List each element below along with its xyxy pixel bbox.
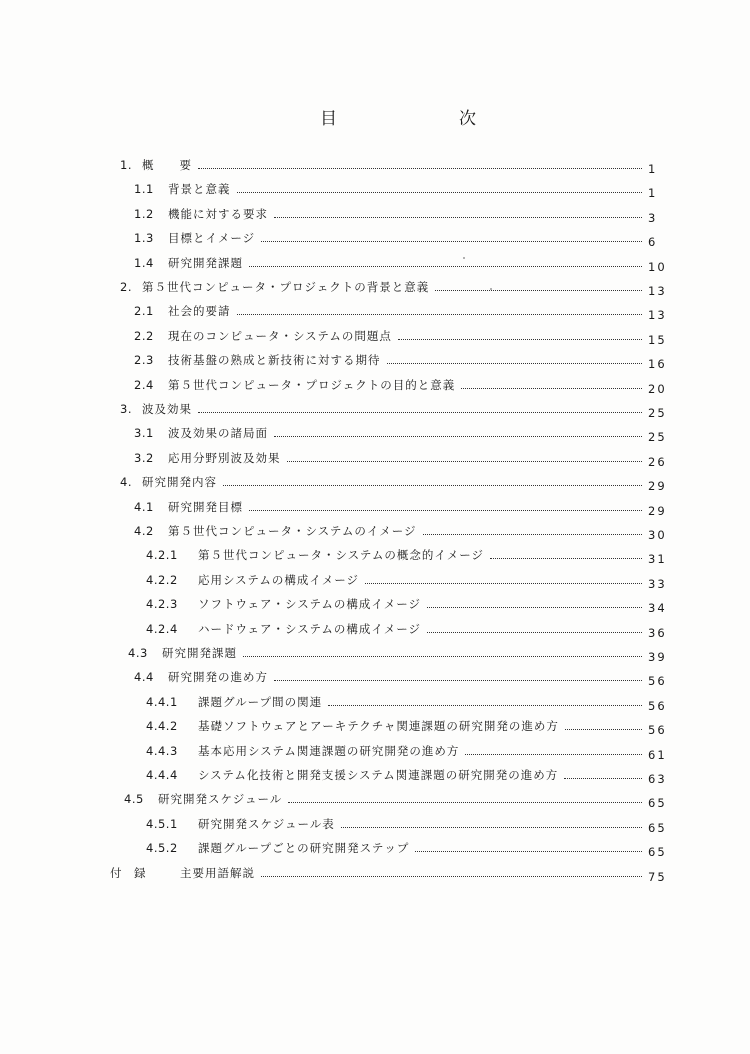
toc-entry[interactable] xyxy=(134,300,676,323)
toc-entry-label: ハードウェア・システムの構成イメージ xyxy=(198,621,422,636)
toc-entry-label: 課題グループ間の関連 xyxy=(198,694,323,709)
toc-entry[interactable] xyxy=(146,837,676,860)
toc-entry-page-number: 31 xyxy=(648,552,667,567)
dot-leader xyxy=(365,583,642,584)
toc-entry[interactable] xyxy=(134,325,676,347)
toc-entry-page-number: 25 xyxy=(648,406,667,420)
toc-entry-number: 4.2.3 xyxy=(146,597,178,612)
toc-entry-number: 4.5 xyxy=(124,792,144,807)
toc-entry[interactable] xyxy=(120,398,676,420)
toc-entry-page-number: 30 xyxy=(648,528,667,542)
toc-entry-label: 応用システムの構成イメージ xyxy=(198,572,360,587)
toc-entry[interactable] xyxy=(134,496,676,518)
toc-entry-number: 4.2.4 xyxy=(146,621,178,636)
toc-entry-number: 4.1 xyxy=(134,499,154,514)
toc-entry-label: システム化技術と開発支援システム関連課題の研究開発の進め方 xyxy=(198,768,559,782)
dot-leader xyxy=(427,632,642,633)
dot-leader xyxy=(274,217,642,218)
toc-entry-page-number: 3 xyxy=(648,210,658,225)
toc-entry-label: 第５世代コンピュータ・システムのイメージ xyxy=(168,524,417,538)
toc-entry-number: 1. xyxy=(120,158,132,172)
toc-entry-number: 3.2 xyxy=(134,450,154,465)
toc-entry-page-number: 34 xyxy=(648,601,667,616)
toc-entry-number: 2.4 xyxy=(134,377,154,392)
toc-entry-number: 3.1 xyxy=(134,426,154,441)
dot-leader xyxy=(274,680,642,681)
toc-entry-label: 概 要 xyxy=(142,158,192,172)
toc-entry[interactable] xyxy=(146,740,676,762)
toc-entry-page-number: 61 xyxy=(648,747,667,762)
title-char-2: 次 xyxy=(459,109,476,129)
toc-entry-page-number: 75 xyxy=(648,869,667,884)
dot-leader xyxy=(261,876,642,877)
toc-entry-page-number: 20 xyxy=(648,381,667,396)
toc-entry-number: 2. xyxy=(120,280,132,294)
dot-leader xyxy=(328,705,642,706)
toc-entry-page-number: 13 xyxy=(648,308,667,323)
toc-entry-number: 2.2 xyxy=(134,328,154,343)
toc-entry[interactable] xyxy=(146,569,676,591)
title-char-1: 目 xyxy=(320,109,337,129)
toc-entry-number: 4.4.2 xyxy=(146,719,178,734)
toc-entry-number: 4. xyxy=(120,475,132,490)
toc-entry[interactable] xyxy=(120,154,676,176)
toc-entry-number: 4.4.3 xyxy=(146,743,178,758)
toc-entry-label: 主要用語解説 xyxy=(180,865,255,880)
toc-entry[interactable] xyxy=(134,520,676,542)
dot-leader xyxy=(287,461,643,462)
toc-entry[interactable] xyxy=(134,203,676,225)
toc-entry-number: 1.3 xyxy=(134,231,154,246)
toc-entry-page-number: 65 xyxy=(648,796,667,811)
dot-leader xyxy=(465,754,642,755)
toc-entry-label: 波及効果の諸局面 xyxy=(168,426,268,441)
toc-entry-label: 技術基盤の熟成と新技術に対する期待 xyxy=(168,353,381,368)
toc-entry-label: 研究開発課題 xyxy=(162,646,237,660)
dot-leader xyxy=(223,485,642,486)
toc-entry[interactable] xyxy=(134,422,676,445)
dot-leader xyxy=(237,314,643,315)
dot-leader xyxy=(387,363,643,364)
toc-entry-page-number: 65 xyxy=(648,845,667,860)
toc-entry-page-number: 25 xyxy=(648,430,667,445)
toc-entry-label: 第５世代コンピュータ・プロジェクトの目的と意義 xyxy=(168,377,456,392)
toc-entry[interactable] xyxy=(134,666,676,689)
toc-entry-number: 3. xyxy=(120,402,132,416)
toc-entry-number: 2.1 xyxy=(134,304,154,319)
toc-entry-page-number: 56 xyxy=(648,674,667,689)
toc-entry-number: 4.2.1 xyxy=(146,548,178,563)
toc-entry-number: 付 録 xyxy=(110,865,146,880)
toc-entry-label: 機能に対する要求 xyxy=(168,206,268,221)
scan-speck xyxy=(490,288,492,290)
toc-entry-number: 4.5.2 xyxy=(146,841,178,856)
toc-entry-number: 4.5.1 xyxy=(146,816,178,831)
toc-entry-label: 背景と意義 xyxy=(168,182,231,197)
toc-entry-page-number: 36 xyxy=(648,625,667,640)
toc-entry-label: 研究開発スケジュール xyxy=(158,792,283,807)
toc-entry[interactable] xyxy=(120,276,676,298)
toc-entry-page-number: 29 xyxy=(648,479,667,494)
dot-leader xyxy=(249,510,642,511)
toc-entry[interactable] xyxy=(146,593,676,616)
toc-entry-number: 4.4 xyxy=(134,670,154,685)
toc-entry-label: 基礎ソフトウェアとアーキテクチャ関連課題の研究開発の進め方 xyxy=(198,719,559,734)
dot-leader xyxy=(198,168,642,169)
toc-entry[interactable] xyxy=(146,618,676,640)
toc-entry-label: 研究開発スケジュール表 xyxy=(198,816,335,831)
toc-entry-label: 基本応用システム関連課題の研究開発の進め方 xyxy=(198,743,460,758)
dot-leader xyxy=(415,851,642,852)
toc-entry-page-number: 6 xyxy=(648,235,658,250)
toc-entry-label: 社会的要請 xyxy=(168,304,231,319)
toc-entry-page-number: 26 xyxy=(648,454,667,469)
toc-entry-number: 1.2 xyxy=(134,206,154,221)
toc-entry-page-number: 39 xyxy=(648,650,667,664)
toc-entry-label: 研究開発課題 xyxy=(168,255,243,270)
dot-leader xyxy=(198,412,642,413)
toc-entry-page-number: 29 xyxy=(648,503,667,518)
dot-leader xyxy=(461,388,642,389)
toc-entry-page-number: 13 xyxy=(648,284,667,298)
toc-entry-label: 目標とイメージ xyxy=(168,231,256,246)
dot-leader xyxy=(565,729,642,730)
toc-entry-label: ソフトウェア・システムの構成イメージ xyxy=(198,597,422,612)
toc-entry-label: 応用分野別波及効果 xyxy=(168,450,281,465)
toc-entry[interactable] xyxy=(110,862,676,884)
toc-entry[interactable] xyxy=(146,691,676,713)
toc-entry[interactable] xyxy=(146,715,676,738)
dot-leader xyxy=(249,266,642,267)
toc-entry-number: 1.4 xyxy=(134,255,154,270)
dot-leader xyxy=(490,558,642,559)
toc-entry[interactable] xyxy=(134,374,676,396)
toc-entry-page-number: 1 xyxy=(648,186,658,201)
dot-leader xyxy=(274,436,642,437)
dot-leader xyxy=(398,339,642,340)
toc-entry[interactable] xyxy=(146,764,676,786)
toc-entry-page-number: 15 xyxy=(648,332,667,347)
toc-entry-label: 第５世代コンピュータ・プロジェクトの背景と意義 xyxy=(142,280,430,294)
toc-entry-label: 現在のコンピュータ・システムの問題点 xyxy=(168,328,392,343)
dot-leader xyxy=(423,534,642,535)
toc-entry[interactable] xyxy=(128,642,676,664)
dot-leader xyxy=(237,192,643,193)
toc-entry[interactable] xyxy=(146,544,676,567)
toc-entry-number: 4.2.2 xyxy=(146,572,178,587)
dot-leader xyxy=(435,290,642,291)
toc-entry-page-number: 1 xyxy=(648,162,658,176)
toc-entry-page-number: 65 xyxy=(648,820,667,835)
dot-leader xyxy=(341,827,642,828)
toc-entry[interactable] xyxy=(134,349,676,372)
toc-entry[interactable] xyxy=(134,178,676,201)
toc-entry-label: 波及効果 xyxy=(142,402,192,416)
toc-entry-label: 研究開発目標 xyxy=(168,499,243,514)
dot-leader xyxy=(261,241,642,242)
toc-entry-label: 第５世代コンピュータ・システムの概念的イメージ xyxy=(198,548,485,563)
toc-entry[interactable] xyxy=(134,447,676,469)
toc-entry-page-number: 16 xyxy=(648,357,667,372)
toc-entry-page-number: 33 xyxy=(648,576,667,591)
toc-entry[interactable] xyxy=(120,471,676,494)
toc-entry[interactable] xyxy=(134,252,676,274)
toc-entry[interactable] xyxy=(146,813,676,835)
toc-entry-label: 研究開発の進め方 xyxy=(168,670,268,685)
toc-entry-page-number: 56 xyxy=(648,698,667,713)
toc-entry-number: 4.3 xyxy=(128,646,148,660)
toc-entry-number: 2.3 xyxy=(134,353,154,368)
dot-leader xyxy=(564,778,642,779)
toc-entry-page-number: 63 xyxy=(648,772,667,786)
toc-entry-number: 4.2 xyxy=(134,524,154,538)
dot-leader xyxy=(288,802,642,803)
toc-entry-page-number: 10 xyxy=(648,259,667,274)
dot-leader xyxy=(243,656,642,657)
toc-entry-page-number: 56 xyxy=(648,723,667,738)
dot-leader xyxy=(427,607,642,608)
page-title xyxy=(0,104,750,130)
toc-entry-label: 課題グループごとの研究開発ステップ xyxy=(198,841,410,856)
toc-entry-label: 研究開発内容 xyxy=(142,475,217,490)
scan-speck xyxy=(463,257,465,259)
toc-entry-number: 4.4.1 xyxy=(146,694,178,709)
toc-entry-number: 4.4.4 xyxy=(146,768,178,782)
toc-entry-number: 1.1 xyxy=(134,182,154,197)
toc-entry[interactable] xyxy=(134,227,676,250)
toc-entry[interactable] xyxy=(124,788,676,811)
